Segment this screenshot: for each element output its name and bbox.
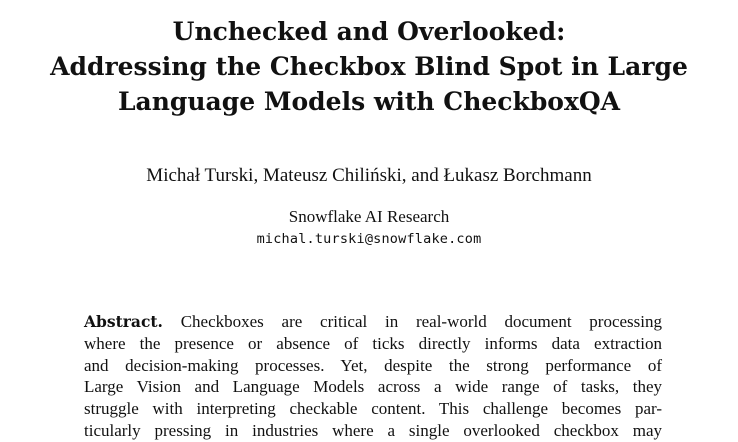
title-line-1: Unchecked and Overlooked: [172, 17, 566, 46]
abstract-line-6: ticularly pressing in industries where a single overlooked checkbox may [84, 420, 662, 440]
paper-title [0, 14, 738, 119]
abstract [84, 311, 662, 442]
author-list: Michał Turski, Mateusz Chiliński, and Łukasz Borchmann [146, 165, 592, 186]
abstract-line-5: struggle with interpreting checkable content. This challenge becomes par- [84, 399, 662, 419]
abstract-label: Abstract. [84, 312, 163, 331]
abstract-line-1 [84, 311, 662, 333]
abstract-line-1-text: Checkboxes are critical in real-world document processing [180, 312, 662, 331]
abstract-line-2: where the presence or absence of ticks directly informs data extraction [84, 333, 662, 353]
affiliation: Snowflake AI Research [288, 207, 450, 226]
title-line-3: Language Models with CheckboxQA [117, 87, 621, 116]
title-line-2: Addressing the Checkbox Blind Spot in Large [50, 52, 688, 81]
abstract-line-4: Large Vision and Language Models across a wide range of tasks, they [84, 377, 662, 397]
abstract-line-3: and decision-making processes. Yet, despite the strong performance of [84, 355, 662, 375]
contact-email: michal.turski@snowflake.com [256, 231, 482, 247]
